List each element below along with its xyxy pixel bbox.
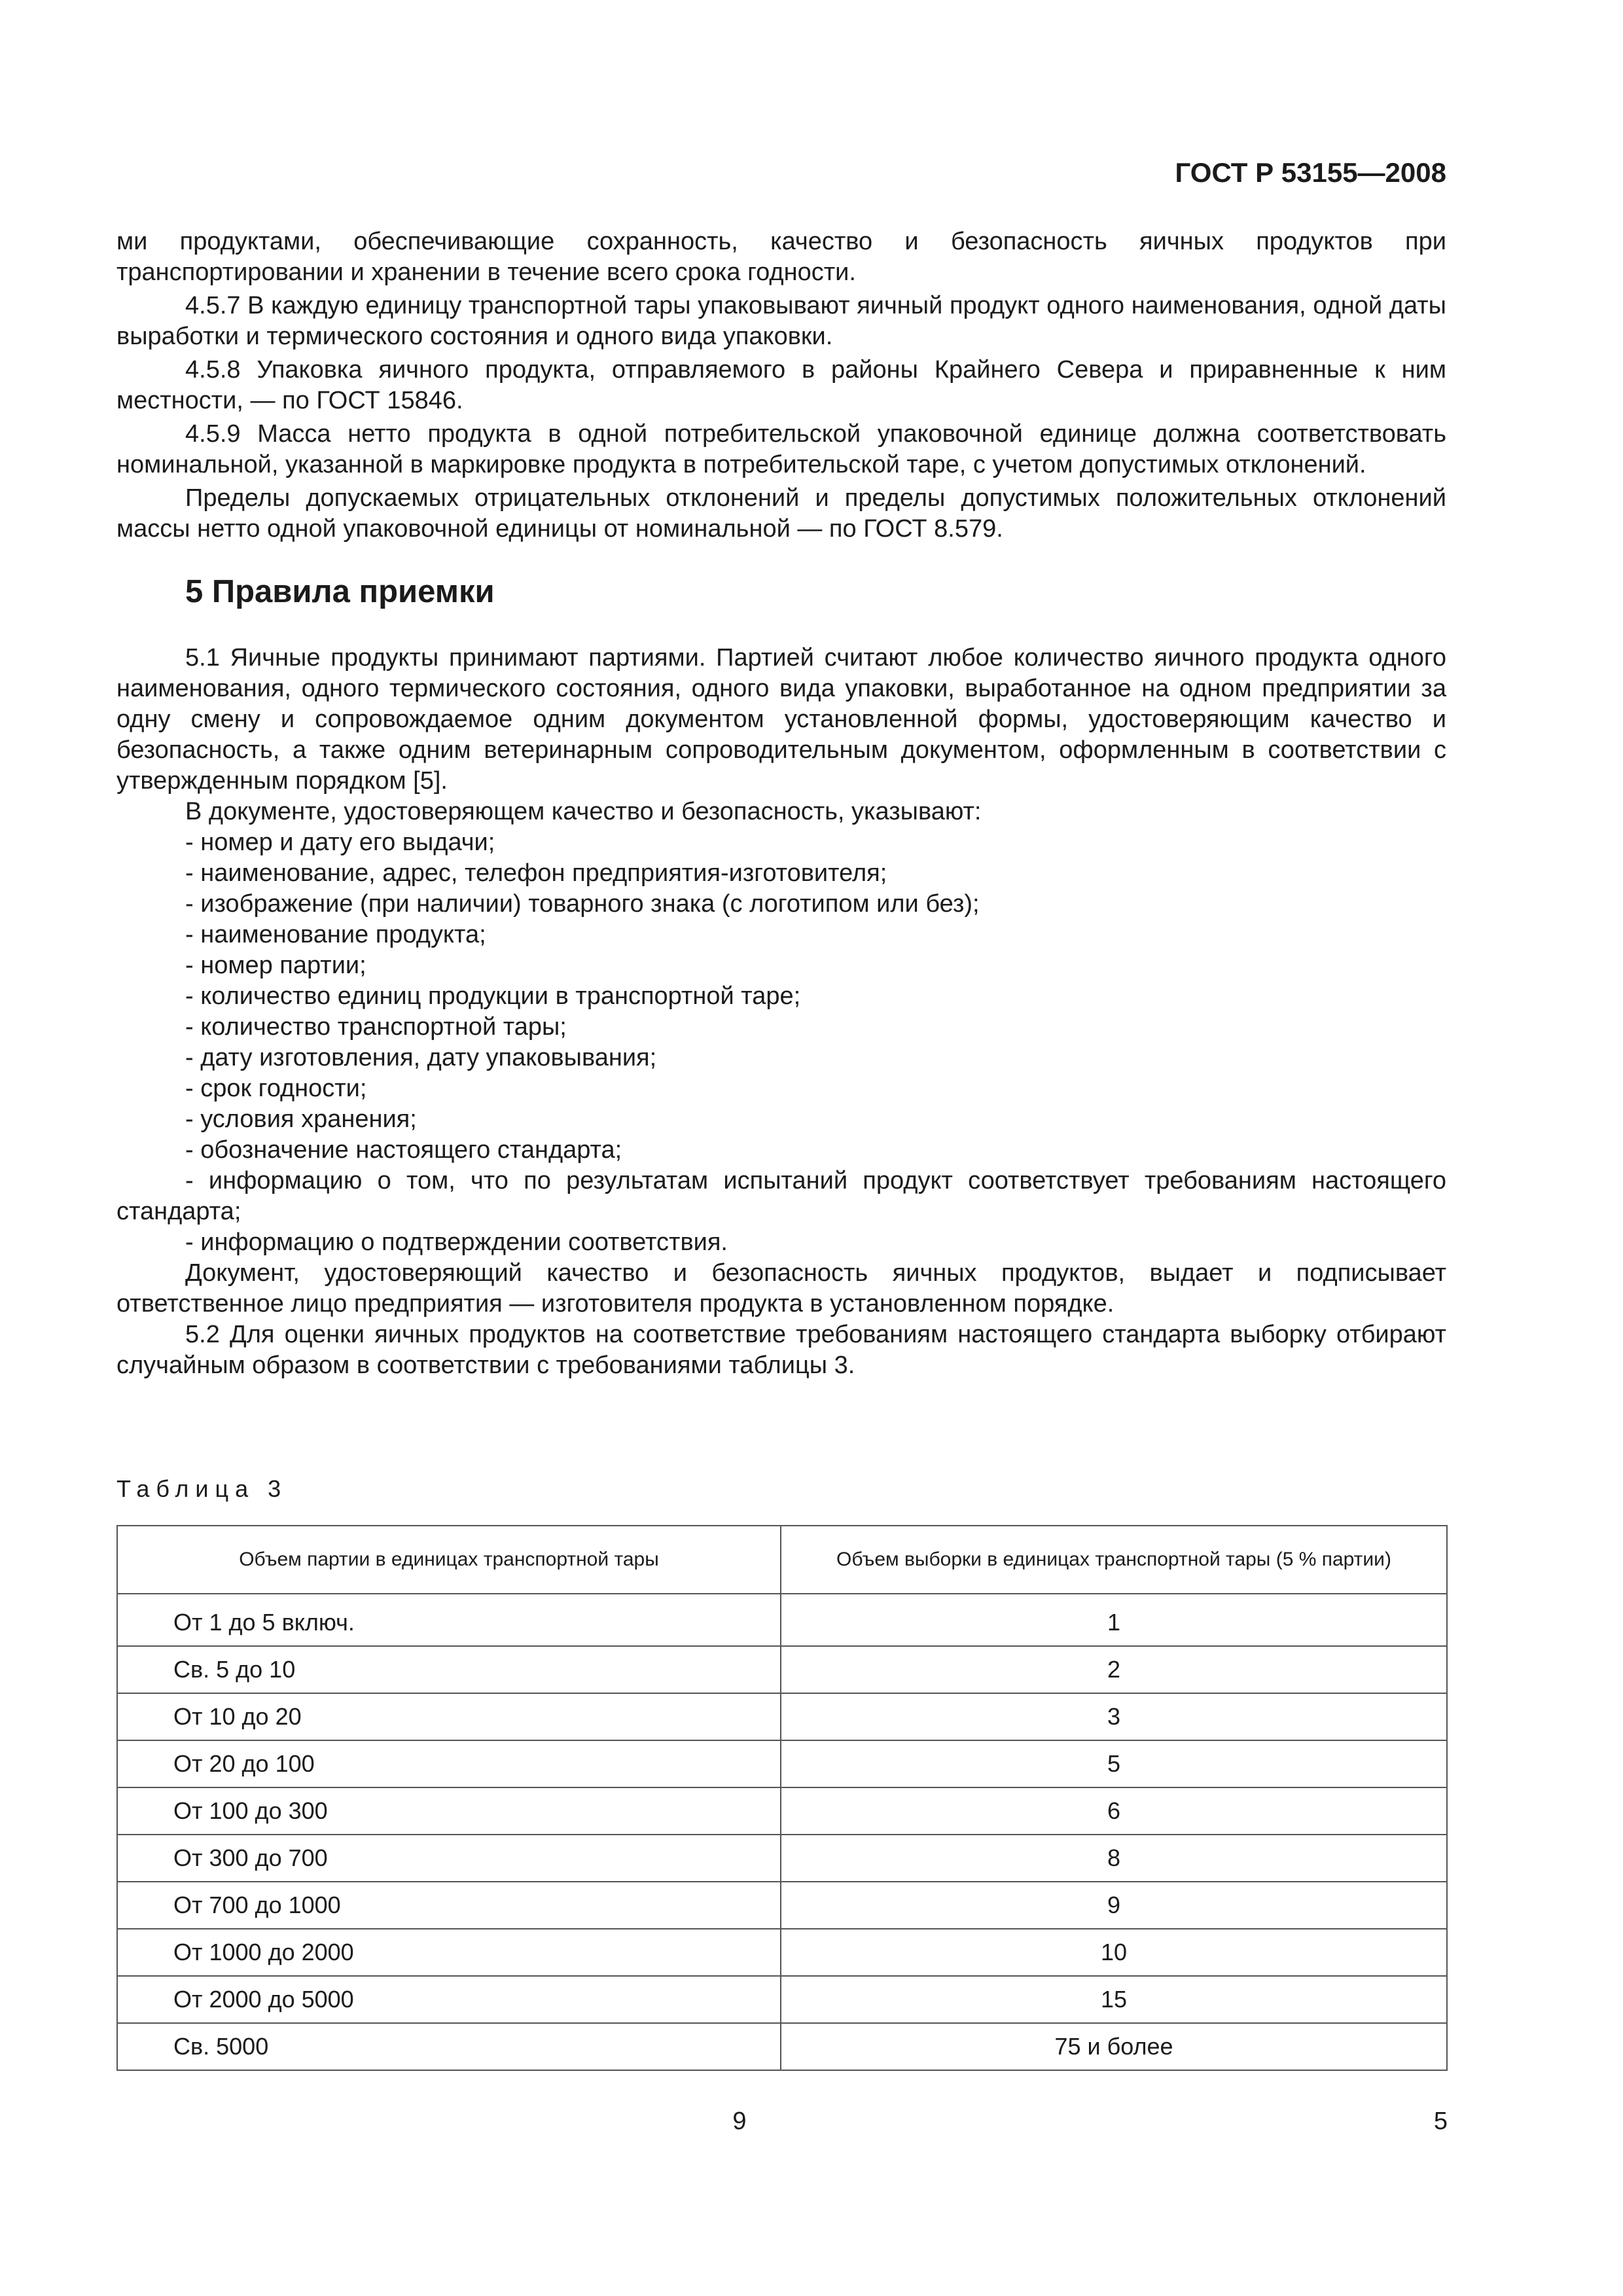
lot-volume-cell: От 100 до 300 bbox=[117, 1787, 781, 1835]
sample-volume-cell: 75 и более bbox=[781, 2023, 1447, 2070]
sample-volume-cell: 8 bbox=[781, 1835, 1447, 1882]
paragraph-4-5-8: 4.5.8 Упаковка яичного продукта, отправляемого в районы Крайнего Севера и приравненные к ним местности, — по ГОСТ 15846. bbox=[116, 356, 1446, 414]
body-text bbox=[116, 226, 1446, 1381]
table-row bbox=[117, 1787, 1447, 1835]
paragraph-deviation-limits: Пределы допускаемых отрицательных отклонений и пределы допустимых положительных отклонений массы нетто одной упаковочной единицы от номинальной — по ГОСТ 8.579. bbox=[116, 484, 1446, 543]
lot-volume-cell: Св. 5 до 10 bbox=[117, 1646, 781, 1693]
lot-volume-cell: От 2000 до 5000 bbox=[117, 1976, 781, 2023]
lot-volume-cell: От 1000 до 2000 bbox=[117, 1929, 781, 1976]
standard-code: ГОСТ Р 53155—2008 bbox=[1175, 157, 1446, 188]
sample-volume-cell: 10 bbox=[781, 1929, 1447, 1976]
header-lot-volume: Объем партии в единицах транспортной тары bbox=[117, 1526, 781, 1594]
list-item: - обозначение настоящего стандарта; bbox=[185, 1136, 622, 1164]
sample-volume-cell: 5 bbox=[781, 1740, 1447, 1787]
header-sample-volume: Объем выборки в единицах транспортной тары (5 % партии) bbox=[781, 1526, 1447, 1594]
lot-volume-cell: От 700 до 1000 bbox=[117, 1882, 781, 1929]
paragraph-5-2: 5.2 Для оценки яичных продуктов на соответствие требованиям настоящего стандарта выборку отбирают случайным образом в соответствии с требованиями таблицы 3. bbox=[116, 1321, 1446, 1379]
table-row bbox=[117, 2023, 1447, 2070]
paragraph-document-issue: Документ, удостоверяющий качество и безопасность яичных продуктов, выдает и подписывает ответственное лицо предприятия — изготовителя продукта в установленном порядке. bbox=[116, 1259, 1446, 1318]
table-row bbox=[117, 1693, 1447, 1740]
lot-volume-cell: От 10 до 20 bbox=[117, 1693, 781, 1740]
sample-volume-cell: 1 bbox=[781, 1594, 1447, 1646]
list-item: - количество единиц продукции в транспортной таре; bbox=[185, 982, 801, 1010]
lot-volume-cell: От 1 до 5 включ. bbox=[117, 1594, 781, 1646]
list-item: - условия хранения; bbox=[185, 1105, 417, 1133]
paragraph-4-5-9: 4.5.9 Масса нетто продукта в одной потребительской упаковочной единице должна соответствовать номинальной, указанной в маркировке продукта в потребительской таре, с учетом допустимых отклонений. bbox=[116, 420, 1446, 478]
list-item: - изображение (при наличии) товарного знака (с логотипом или без); bbox=[185, 890, 980, 918]
sample-volume-cell: 6 bbox=[781, 1787, 1447, 1835]
section-5-title: 5 Правила приемки bbox=[185, 574, 495, 609]
sample-volume-cell: 15 bbox=[781, 1976, 1447, 2023]
sheet-number: 5 bbox=[1433, 2108, 1448, 2135]
list-item: - номер партии; bbox=[185, 952, 366, 979]
list-item-long: - информацию о том, что по результатам испытаний продукт соответствует требованиям настоящего стандарта; bbox=[116, 1167, 1446, 1225]
lot-volume-cell: От 300 до 700 bbox=[117, 1835, 781, 1882]
list-item: - количество транспортной тары; bbox=[185, 1013, 567, 1041]
table-row bbox=[117, 1594, 1447, 1646]
paragraph-continuation: ми продуктами, обеспечивающие сохранность, качество и безопасность яичных продуктов при транспортировании и хранении в течение всего срока годности. bbox=[116, 228, 1446, 286]
sample-volume-cell: 2 bbox=[781, 1646, 1447, 1693]
lot-volume-cell: Св. 5000 bbox=[117, 2023, 781, 2070]
paragraph-document-intro: В документе, удостоверяющем качество и безопасность, указывают: bbox=[185, 798, 982, 825]
sample-volume-cell: 3 bbox=[781, 1693, 1447, 1740]
paragraph-4-5-7: 4.5.7 В каждую единицу транспортной тары упаковывают яичный продукт одного наименования, одной даты выработки и термического состояния и одного вида упаковки. bbox=[116, 292, 1446, 350]
list-item: - срок годности; bbox=[185, 1075, 367, 1102]
table-caption: Таблица 3 bbox=[116, 1475, 288, 1502]
list-item: - наименование продукта; bbox=[185, 921, 486, 948]
lot-volume-cell: От 20 до 100 bbox=[117, 1740, 781, 1787]
table-3 bbox=[116, 1525, 1448, 2071]
table-row bbox=[117, 1929, 1447, 1976]
table-row bbox=[117, 1835, 1447, 1882]
table-row bbox=[117, 1882, 1447, 1929]
list-item: - номер и дату его выдачи; bbox=[185, 829, 495, 856]
list-item-last: - информацию о подтверждении соответствия. bbox=[185, 1229, 728, 1256]
paragraph-5-1: 5.1 Яичные продукты принимают партиями. Партией считают любое количество яичного продукта одного наименования, одного термического состояния, одного вида упаковки, выработанное на одном предприятии за одну смену и сопровождаемое одним документом установленной формы, удостоверяющим качество и безопасность, а также одним ветеринарным сопроводительным документом, оформленным в соответствии с утвержденным порядком [5]. bbox=[116, 644, 1446, 795]
list-item: - наименование, адрес, телефон предприятия-изготовителя; bbox=[185, 859, 887, 887]
sample-volume-cell: 9 bbox=[781, 1882, 1447, 1929]
list-item: - дату изготовления, дату упаковывания; bbox=[185, 1044, 657, 1071]
table-row bbox=[117, 1976, 1447, 2023]
table-header-row bbox=[117, 1526, 1447, 1594]
table-row bbox=[117, 1740, 1447, 1787]
page-number: 9 bbox=[732, 2108, 747, 2135]
table-row bbox=[117, 1646, 1447, 1693]
